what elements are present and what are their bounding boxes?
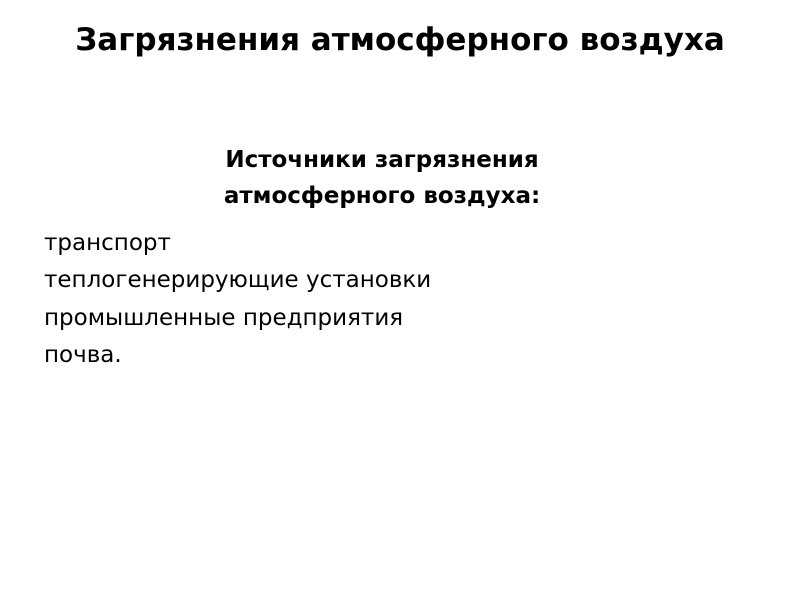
- subtitle-line-2: атмосферного воздуха:: [223, 183, 541, 210]
- list-item: транспорт: [44, 229, 171, 256]
- page-title: [60, 22, 740, 60]
- list-item: промышленные предприятия: [44, 304, 404, 331]
- slide-body: [40, 142, 760, 375]
- list-item: теплогенерирующие установки: [44, 267, 432, 294]
- sources-list: [40, 225, 760, 375]
- subtitle: [62, 142, 702, 215]
- list-item: почва.: [44, 342, 122, 369]
- subtitle-line-1: Источники загрязнения: [225, 147, 539, 173]
- page-title-text: Загрязнения атмосферного воздуха: [75, 22, 725, 58]
